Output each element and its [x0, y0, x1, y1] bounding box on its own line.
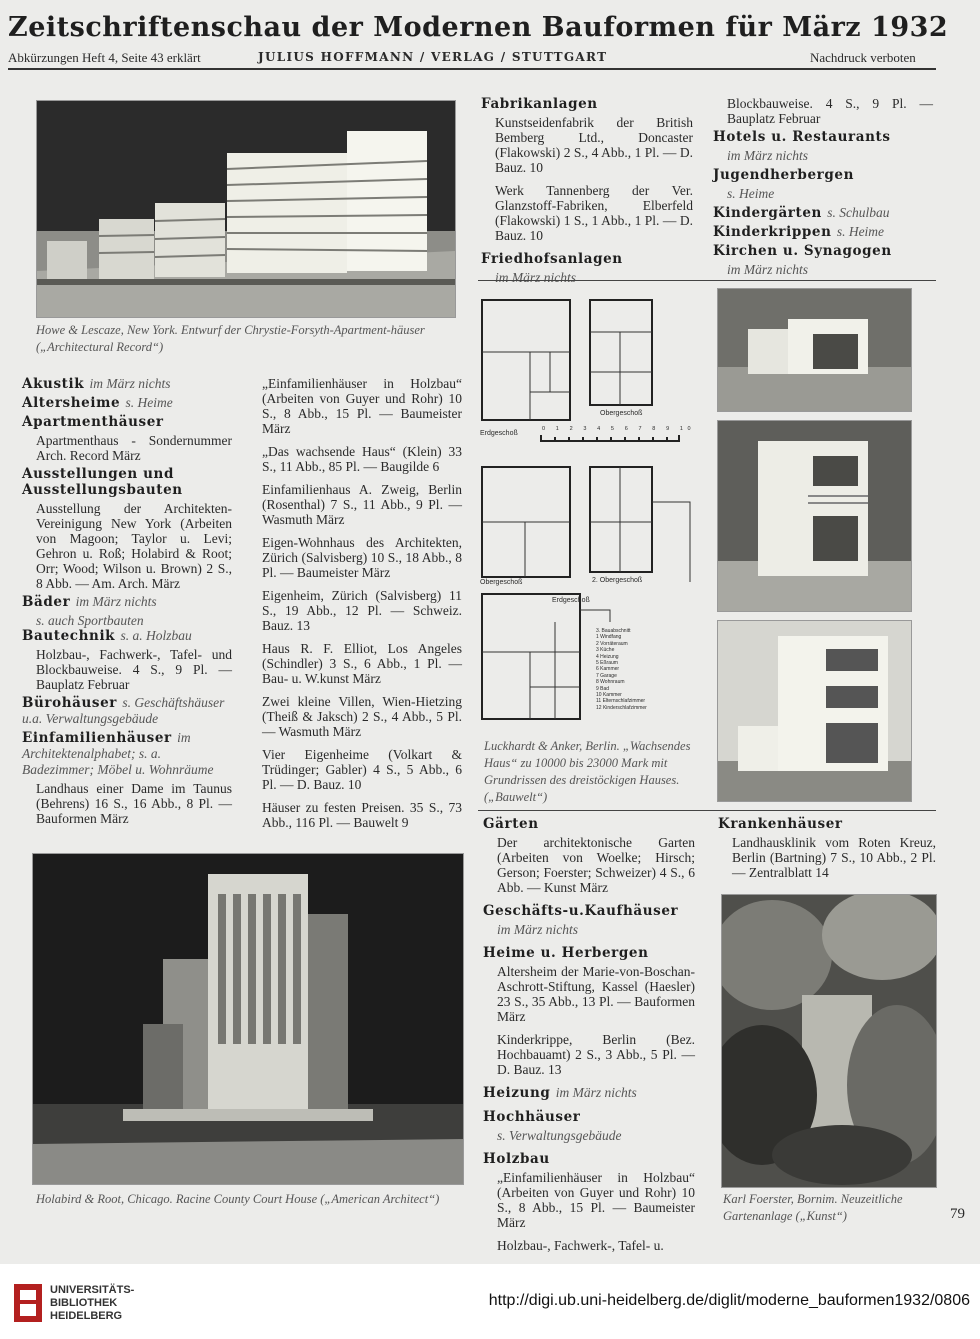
library-logo-text: [50, 1284, 134, 1323]
copyright-note: Nachdruck verboten: [810, 50, 916, 65]
apartment-houses-photo: [36, 100, 456, 318]
label-erdgeschoss: Erdgeschoß: [480, 430, 518, 437]
entry-architektonische-garten: Der architektonische Garten (Arbeiten von Woelke; Hirsch; Gerson; Foerster; Schweizer) 4 S., 6 Abb. — Kunst März: [497, 835, 695, 895]
entry-kunstseidenfabrik: Kunstseidenfabrik der British Bemberg Ltd., Doncaster (Flakowski) 2 S., 4 Abb., 1 Pl. — D. Bauz. 10: [495, 115, 693, 175]
court-house-photo: [32, 853, 464, 1185]
index-column-2: [262, 376, 462, 833]
legend-item: 3 Küche: [596, 647, 615, 654]
index-column-1: [22, 376, 232, 829]
heading-fabrikanlagen: Fabrikanlagen: [481, 96, 598, 112]
entry-ausstellung: Ausstellung der Architekten-Vereinigung New York (Arbeiten von Magoon; Taylor u. Levi; Gehron u. Roß; Holabird & Root; Orr; Wood; Wilson u. Brown) 2 S., 8 Abb. — Am. Arch. März: [36, 501, 232, 591]
floor-plan-drawing: [480, 292, 692, 724]
entry-kinderkrippe-berlin: Kinderkrippe, Berlin (Bez. Hochbauamt) 2 S., 3 Abb., 5 Pl. — D. Bauz. 13: [497, 1032, 695, 1077]
index-column-3: [481, 96, 693, 285]
scale-bar-labels: 0 1 2 3 4 5 6 7 8 9 10: [542, 426, 696, 432]
legend-item: 8 Wohnraum: [596, 679, 625, 686]
note-altersheime: s. Heime: [125, 395, 173, 410]
heading-kirchen: Kirchen u. Synagogen: [713, 243, 892, 259]
legend-item: 6 Kammer: [596, 666, 620, 673]
note-bautechnik: s. a. Holzbau: [120, 628, 192, 643]
entry-vier-eigenheime: Vier Eigenheime (Volkart & Trüdinger; Gabler) 4 S., 5 Abb., 6 Pl. — D. Bauz. 10: [262, 747, 462, 792]
entry-altersheim-kassel: Altersheim der Marie-von-Boschan-Aschrott-Stiftung, Kassel (Haesler) 23 S., 35 Abb., 13 Pl. — Bauformen März: [497, 964, 695, 1024]
publisher: JULIUS HOFFMANN / VERLAG / STUTTGART: [258, 50, 608, 64]
caption-apartment-photo: Howe & Lescaze, New York. Entwurf der Chrystie-Forsyth-Apartment-häuser („Architectural Record“): [36, 323, 425, 354]
page-title: Zeitschriftenschau der Modernen Bauformen für März 1932: [8, 12, 949, 43]
heading-kindergaerten: Kindergärten: [713, 205, 822, 221]
logo-line: BIBLIOTHEK: [50, 1297, 118, 1309]
legend-item: 11 Elternschlafzimmer: [596, 698, 646, 705]
heading-heime: Heime u. Herbergen: [483, 945, 649, 961]
legend-item: 7 Garage: [596, 672, 617, 679]
note-kindergaerten: s. Schulbau: [827, 205, 890, 220]
heading-ausstellungen: Ausstellungen und Ausstellungsbauten: [22, 466, 183, 498]
entry-wachsende-haus: „Das wachsende Haus“ (Klein) 33 S., 11 Abb., 85 Pl. — Baugilde 6: [262, 444, 462, 474]
entry-apartmenthaus: Apartmenthaus - Sondernummer Arch. Record März: [36, 433, 232, 463]
caption-court-house: Holabird & Root, Chicago. Racine County Court House („American Architect“): [36, 1192, 440, 1206]
label-obergeschoss-2: Obergeschoß: [480, 579, 523, 586]
heading-bautechnik: Bautechnik: [22, 628, 116, 644]
heading-jugendherbergen: Jugendherbergen: [713, 167, 854, 183]
note-hotels: im März nichts: [727, 148, 808, 163]
heading-altersheime: Altersheime: [22, 395, 121, 411]
entry-einfamilienhaeuser-holzbau: „Einfamilienhäuser in Holzbau“ (Arbeiten von Guyer und Rohr) 10 S., 8 Abb., 15 Pl. — Baumeister März: [262, 376, 462, 436]
house-model-photo-2: [717, 420, 912, 612]
house-model-photo-1: [717, 288, 912, 412]
legend-item: 1 Windfang: [596, 634, 622, 641]
heading-akustik: Akustik: [22, 376, 85, 392]
entry-eigen-wohnhaus: Eigen-Wohnhaus des Architekten, Zürich (Salvisberg) 10 S., 18 Abb., 8 Pl. — Baumeister März: [262, 535, 462, 580]
note-akustik: im März nichts: [89, 376, 171, 391]
note-baeder: im März nichts: [75, 594, 157, 609]
entry-haeuser-festen-preisen: Häuser zu festen Preisen. 35 S., 73 Abb., 116 Pl. — Bauwelt 9: [262, 800, 462, 830]
heading-apartmenthaeuser: Apartmenthäuser: [22, 414, 164, 430]
entry-zweig: Einfamilienhaus A. Zweig, Berlin (Rosenthal) 7 S., 11 Abb., 9 Pl. — Wasmuth März: [262, 482, 462, 527]
heading-hotels: Hotels u. Restaurants: [713, 129, 891, 145]
index-column-4: [713, 96, 933, 277]
section-rule: [478, 280, 936, 281]
heading-hochhaeuser: Hochhäuser: [483, 1109, 581, 1125]
university-seal-icon: [12, 1280, 44, 1324]
house-model-photo-3: [717, 620, 912, 802]
heading-baeder: Bäder: [22, 594, 71, 610]
entry-landhausklinik: Landhausklinik vom Roten Kreuz, Berlin (Bartning) 7 S., 10 Abb., 2 Pl. — Zentralblatt 14: [732, 835, 936, 880]
note-buerohaeuser: s. Geschäftshäuser u.a. Verwaltungsgebäude: [22, 695, 225, 726]
legend-item: 9 Bad: [596, 685, 610, 692]
note-jugendherbergen: s. Heime: [727, 186, 775, 201]
note-einfamilienhaeuser: im Architektenalphabet; s. a. Badezimmer; Möbel u. Wohnräume: [22, 730, 214, 777]
legend-item: 5 Eßraum: [596, 660, 618, 667]
entry-haus-elliot: Haus R. F. Elliot, Los Angeles (Schindler) 3 S., 6 Abb., 1 Pl. — Bau- u. W.kunst März: [262, 641, 462, 686]
floor-plans: [480, 292, 696, 724]
legend-title: 3. Bauabschnitt: [596, 628, 631, 634]
note-hochhaeuser: s. Verwaltungsgebäude: [497, 1128, 622, 1143]
heading-krankenhaeuser: Krankenhäuser: [718, 816, 843, 832]
heading-gaerten: Gärten: [483, 816, 539, 832]
label-2-obergeschoss: 2. Obergeschoß: [592, 577, 643, 584]
legend-item: 2 Vorräteraum: [596, 640, 628, 647]
heading-holzbau: Holzbau: [483, 1151, 550, 1167]
entry-bautechnik: Holzbau-, Fachwerk-, Tafel- und Blockbauweise. 4 S., 9 Pl. — Bauplatz Februar: [36, 647, 232, 692]
note-kinderkrippen: s. Heime: [836, 224, 885, 239]
heading-buerohaeuser: Bürohäuser: [22, 695, 118, 711]
legend-item: 4 Heizung: [596, 653, 619, 660]
logo-line: UNIVERSITÄTS-: [50, 1284, 135, 1296]
entry-zwei-villen: Zwei kleine Villen, Wien-Hietzing (Theiß & Jaksch) 2 S., 4 Abb., 5 Pl. — Wasmuth März: [262, 694, 462, 739]
abbreviation-note: Abkürzungen Heft 4, Seite 43 erklärt: [8, 50, 201, 65]
entry-holzbau-guyer-rohr: „Einfamilienhäuser in Holzbau“ (Arbeiten von Guyer und Rohr) 10 S., 8 Abb., 15 Pl. — Baumeister März: [497, 1170, 695, 1230]
note-baeder-2: s. auch Sportbauten: [36, 613, 144, 628]
heading-heizung: Heizung: [483, 1085, 551, 1101]
plan-legend: [596, 628, 647, 711]
index-column-6: [718, 816, 936, 883]
note-geschaeftshaeuser: im März nichts: [497, 922, 578, 937]
caption-garden: Karl Foerster, Bornim. Neuzeitliche Gartenanlage („Kunst“): [723, 1192, 903, 1223]
heading-friedhofsanlagen: Friedhofsanlagen: [481, 251, 623, 267]
note-heizung: im März nichts: [555, 1085, 637, 1100]
note-kirchen: im März nichts: [727, 262, 808, 277]
entry-eigenheim-zuerich: Eigenheim, Zürich (Salvisberg) 11 S., 19 Abb., 12 Pl. — Schweiz. Bauz. 13: [262, 588, 462, 633]
header-rule: [8, 68, 936, 70]
caption-wachsendes-haus: Luckhardt & Anker, Berlin. „Wachsendes Haus“ zu 10000 bis 23000 Mark mit Grundrissen des dreistöckigen Hauses. („Bauwelt“): [484, 739, 691, 804]
source-url-link[interactable]: http://digi.ub.uni-heidelberg.de/diglit/moderne_bauformen1932/0806: [488, 1292, 970, 1309]
page-number: 79: [950, 1206, 965, 1222]
legend-item: 12 Kinderschlafzimmer: [596, 704, 647, 711]
heading-geschaeftshaeuser: Geschäfts-u.Kaufhäuser: [483, 903, 679, 919]
label-obergeschoss: Obergeschoß: [600, 410, 643, 417]
heading-kinderkrippen: Kinderkrippen: [713, 224, 832, 240]
entry-werk-tannenberg: Werk Tannenberg der Ver. Glanzstoff-Fabriken, Elberfeld (Flakowski) 1 S., 1 Abb., 1 Pl. — D. Bauz. 10: [495, 183, 693, 243]
heading-einfamilienhaeuser: Einfamilienhäuser: [22, 730, 172, 746]
entry-holzbau-fachwerk: Holzbau-, Fachwerk-, Tafel- u.: [497, 1238, 664, 1253]
index-column-5: [483, 816, 695, 1256]
section-rule-2: [478, 810, 936, 811]
label-erdgeschoss-2: Erdgeschoß: [552, 597, 590, 604]
legend-item: 10 Kammer: [596, 692, 622, 699]
entry-blockbauweise-cont: Blockbauweise. 4 S., 9 Pl. — Bauplatz Februar: [727, 96, 933, 126]
logo-line: HEIDELBERG: [50, 1310, 123, 1322]
garden-photo: [721, 894, 937, 1188]
entry-landhaus: Landhaus einer Dame im Taunus (Behrens) 16 S., 16 Abb., 8 Pl. — Bauformen März: [36, 781, 232, 826]
note-friedhofsanlagen: im März nichts: [495, 270, 576, 285]
